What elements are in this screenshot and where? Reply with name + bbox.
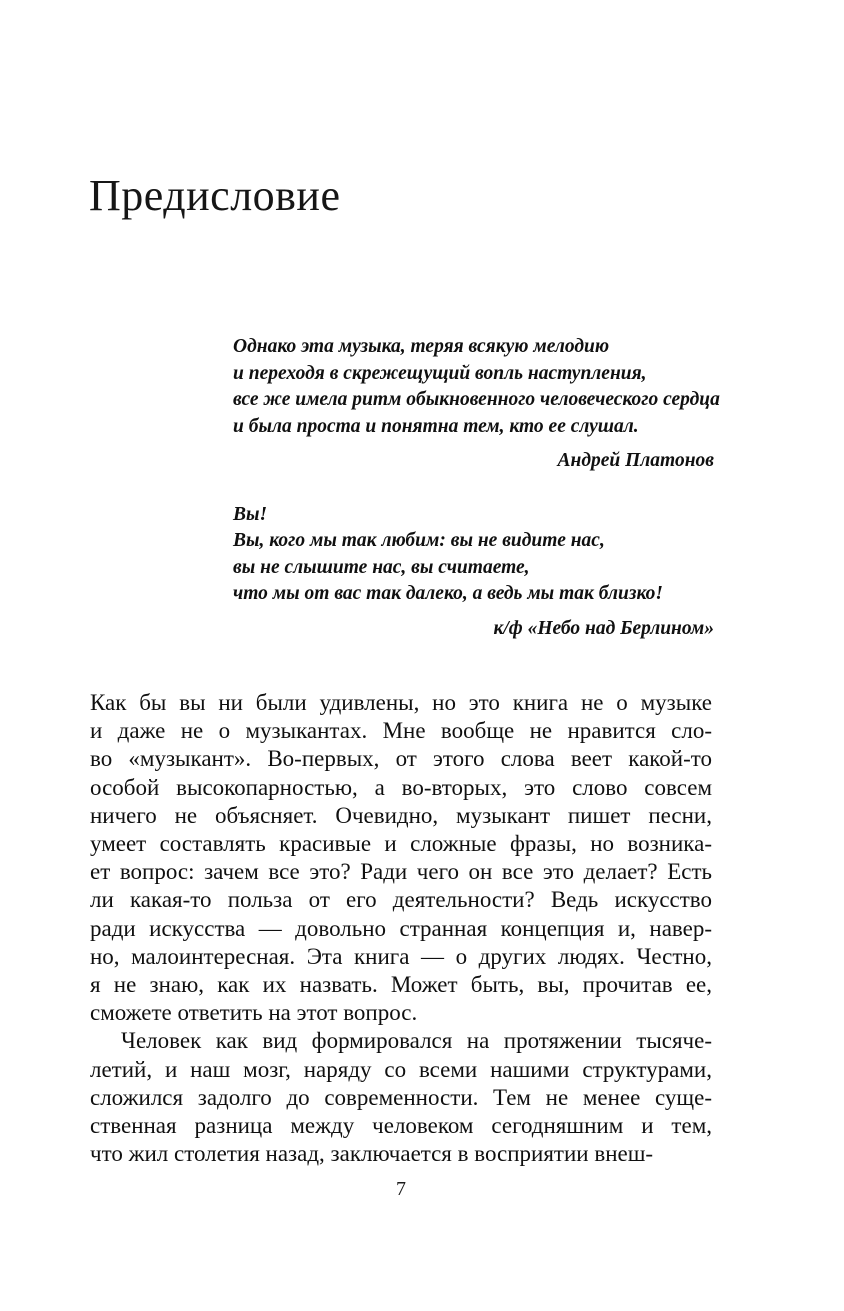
epigraph xyxy=(233,334,720,475)
page-title: Предисловие xyxy=(89,171,341,220)
body-line: но, малоинтересная. Эта книга — о других людях. Честно, xyxy=(90,943,712,969)
epigraph-attribution: к/ф «Небо над Берлином» xyxy=(493,617,714,639)
body-line: особой высокопарностью, а во-вторых, это слово совсем xyxy=(90,774,712,800)
epigraph-line: Вы! xyxy=(233,503,268,525)
body-line: ет вопрос: зачем все это? Ради чего он все это делает? Есть xyxy=(90,859,712,885)
body-line: Человек как вид формировался на протяжении тысяче- xyxy=(121,1028,712,1054)
body-line: ли какая-то польза от его деятельности? Ведь искусство xyxy=(90,887,712,913)
body-line: и даже не о музыкантах. Мне вообще не нравится сло- xyxy=(90,718,712,744)
epigraph-line: Вы, кого мы так любим: вы не видите нас, xyxy=(233,530,605,551)
body-line: летий, и наш мозг, наряду со всеми нашими структурами, xyxy=(90,1056,712,1082)
body-line: во «музыкант». Во-первых, от этого слова веет какой-то xyxy=(90,746,712,772)
body-line: Как бы вы ни были удивлены, но это книга не о музыке xyxy=(90,690,712,715)
page-number: 7 xyxy=(396,1178,406,1200)
body-line: что жил столетия назад, заключается в восприятии внеш- xyxy=(90,1141,654,1167)
body-line: сложился задолго до современности. Тем не менее суще- xyxy=(90,1084,712,1110)
epigraph-line: и переходя в скрежещущий вопль наступления, xyxy=(233,362,647,384)
body-line: ничего не объясняет. Очевидно, музыкант пишет песни, xyxy=(90,802,712,828)
epigraph-line: и была проста и понятна тем, кто ее слушал. xyxy=(233,415,639,437)
body-line: сможете ответить на этот вопрос. xyxy=(90,1000,418,1026)
epigraph-line: все же имела ритм обыкновенного человеческого сердца xyxy=(233,389,720,410)
body-line: ради искусства — довольно странная концепция и, навер- xyxy=(90,915,712,941)
body-line: умеет составлять красивые и сложные фразы, но возника- xyxy=(90,831,712,857)
body-text xyxy=(90,689,712,1168)
epigraph-line: что мы от вас так далеко, а ведь мы так близко! xyxy=(233,583,663,604)
epigraph-line: вы не слышите нас, вы считаете, xyxy=(233,556,530,578)
body-line: я не знаю, как их назвать. Может быть, вы, прочитав ее, xyxy=(90,972,712,998)
epigraph-attribution: Андрей Платонов xyxy=(557,450,714,471)
body-line: ственная разница между человеком сегодняшним и тем, xyxy=(90,1113,712,1139)
epigraph-section xyxy=(233,334,720,642)
epigraph xyxy=(233,502,714,643)
epigraph-line: Однако эта музыка, теряя всякую мелодию xyxy=(233,336,610,357)
